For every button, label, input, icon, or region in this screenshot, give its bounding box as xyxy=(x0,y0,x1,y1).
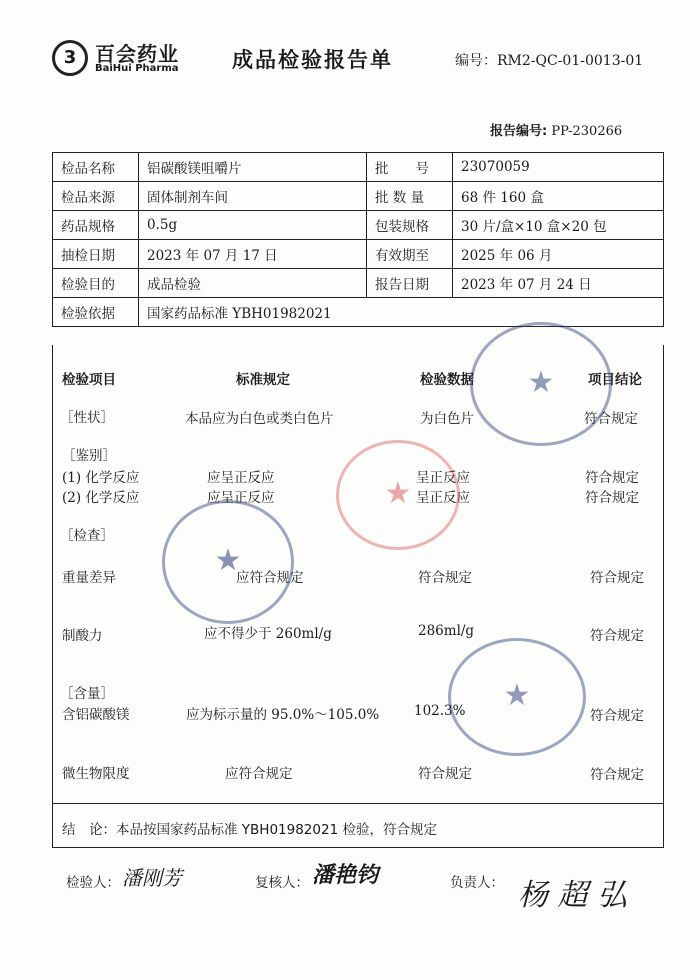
column-standard: 标准规定 xyxy=(236,372,290,388)
report-number xyxy=(490,120,622,139)
spec: 0.5g xyxy=(139,211,367,240)
sample-date-label: 抽检日期 xyxy=(53,240,139,269)
conclusion-divider xyxy=(52,803,664,804)
conclusion: 结 论：本品按国家药品标准 YBH01982021 检验，符合规定 xyxy=(62,822,437,838)
quantity-label: 批 数 量 xyxy=(367,182,453,211)
id2-standard: 应呈正反应 xyxy=(207,490,275,506)
star-icon: ★ xyxy=(214,542,242,578)
micro-standard: 应符合规定 xyxy=(225,766,293,782)
id1-item: (1) 化学反应 xyxy=(62,470,140,486)
package: 30 片/盒×10 盒×20 包 xyxy=(453,211,664,240)
package-label: 包装规格 xyxy=(367,211,453,240)
sample-date: 2023 年 07 月 17 日 xyxy=(139,240,367,269)
column-result: 项目结论 xyxy=(588,372,642,388)
document-code: 编号：RM2-QC-01-0013-01 xyxy=(455,53,644,69)
batch-label: 批 号 xyxy=(367,153,453,182)
weight-result: 符合规定 xyxy=(590,570,644,586)
basis: 国家药品标准 YBH01982021 xyxy=(139,298,664,327)
inspection-stamp-icon xyxy=(470,322,612,446)
micro-result: 符合规定 xyxy=(590,767,644,783)
batch-number: 23070059 xyxy=(453,153,664,182)
table-row xyxy=(53,153,664,182)
id1-data: 呈正反应 xyxy=(416,470,470,486)
responsible-label: 负责人： xyxy=(450,875,504,891)
appearance-standard: 本品应为白色或类白色片 xyxy=(185,411,334,427)
spec-label: 药品规格 xyxy=(53,211,139,240)
weight-item: 重量差异 xyxy=(62,570,116,586)
appearance-result: 符合规定 xyxy=(584,411,638,427)
acid-data: 286ml/g xyxy=(418,623,475,639)
basis-label: 检验依据 xyxy=(53,298,139,327)
table-row xyxy=(53,240,664,269)
report-number-label: 报告编号: xyxy=(490,124,548,139)
weight-data: 符合规定 xyxy=(418,570,472,586)
assay-standard: 应为标示量的 95.0%～105.0% xyxy=(186,707,380,723)
purpose-label: 检验目的 xyxy=(53,269,139,298)
assay-result: 符合规定 xyxy=(590,708,644,724)
reviewer-label: 复核人： xyxy=(255,875,309,891)
info-table xyxy=(52,152,664,327)
weight-standard: 应符合规定 xyxy=(236,570,304,586)
table-row xyxy=(53,182,664,211)
id1-standard: 应呈正反应 xyxy=(207,470,275,486)
table-row xyxy=(53,269,664,298)
column-data: 检验数据 xyxy=(420,372,474,388)
quality-dept-stamp-icon xyxy=(162,500,294,624)
id2-item: (2) 化学反应 xyxy=(62,490,140,506)
source: 固体制剂车间 xyxy=(139,182,367,211)
section-inspection: ［检查］ xyxy=(60,528,114,544)
expiry-label: 有效期至 xyxy=(367,240,453,269)
product-name-label: 检品名称 xyxy=(53,153,139,182)
quality-dept-red-stamp-icon xyxy=(336,440,460,550)
assay-item: 含铝碳酸镁 xyxy=(62,707,130,723)
micro-data: 符合规定 xyxy=(418,766,472,782)
table-row xyxy=(53,298,664,327)
company-logo-icon: 3 xyxy=(52,40,88,76)
section-identification: ［鉴别］ xyxy=(62,448,116,464)
report-number-value: PP-230266 xyxy=(551,124,623,139)
inspection-stamp-2-icon xyxy=(448,638,586,756)
id2-result: 符合规定 xyxy=(585,490,639,506)
purpose: 成品检验 xyxy=(139,269,367,298)
id1-result: 符合规定 xyxy=(585,470,639,486)
product-name: 铝碳酸镁咀嚼片 xyxy=(139,153,367,182)
column-item: 检验项目 xyxy=(62,372,116,388)
inspector-label: 检验人： xyxy=(66,875,120,891)
source-label: 检品来源 xyxy=(53,182,139,211)
star-icon: ★ xyxy=(503,677,531,713)
acid-standard: 应不得少于 260ml/g xyxy=(204,626,332,642)
report-date-label: 报告日期 xyxy=(367,269,453,298)
quantity: 68 件 160 盒 xyxy=(453,182,664,211)
section-assay: ［含量］ xyxy=(60,686,114,702)
company-name: 百会药业 xyxy=(95,42,179,66)
section-appearance: ［性状］ xyxy=(60,410,114,426)
micro-item: 微生物限度 xyxy=(62,766,130,782)
appearance-data: 为白色片 xyxy=(420,411,474,427)
expiry-date: 2025 年 06 月 xyxy=(453,240,664,269)
star-icon: ★ xyxy=(384,475,412,511)
report-date: 2023 年 07 月 24 日 xyxy=(453,269,664,298)
assay-data: 102.3% xyxy=(414,703,466,719)
star-icon: ★ xyxy=(527,364,555,400)
responsible-signature: 杨 超 弘 xyxy=(518,878,628,913)
acid-result: 符合规定 xyxy=(590,628,644,644)
id2-data: 呈正反应 xyxy=(416,490,470,506)
table-row xyxy=(53,211,664,240)
inspector-signature: 潘刚芳 xyxy=(122,866,182,890)
acid-item: 制酸力 xyxy=(62,628,103,644)
reviewer-signature: 潘艳钧 xyxy=(312,862,379,888)
page-title: 成品检验报告单 xyxy=(232,48,393,72)
company-name-en: BaiHui Pharma xyxy=(95,63,179,74)
